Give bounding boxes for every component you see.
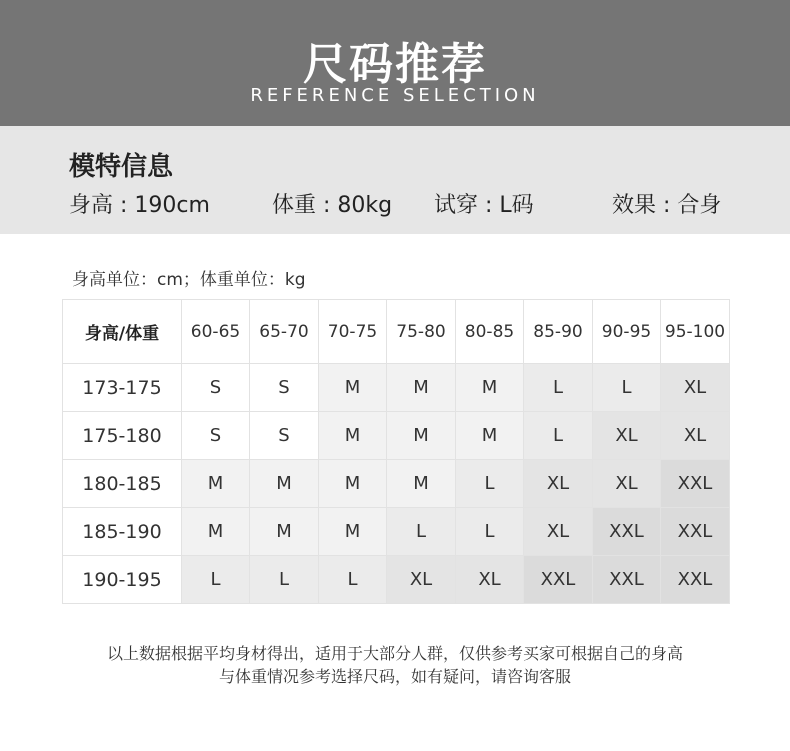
size-cell: XL [456, 556, 524, 604]
weight-header: 60-65 [182, 300, 250, 364]
page-title: 尺码推荐 [303, 39, 487, 90]
table-row [63, 556, 730, 604]
weight-header: 70-75 [319, 300, 387, 364]
disclaimer-line-2: 与体重情况参考选择尺码，如有疑问，请咨询客服 [218, 667, 571, 686]
size-cell: S [182, 412, 250, 460]
size-cell: M [182, 460, 250, 508]
weight-header: 95-100 [661, 300, 730, 364]
size-cell: L [250, 556, 319, 604]
size-cell: XL [524, 508, 593, 556]
disclaimer [0, 642, 790, 688]
model-fit-effect: 效果 : 合身 [612, 193, 722, 218]
height-header: 185-190 [63, 508, 182, 556]
size-cell: XL [661, 364, 730, 412]
size-cell: M [250, 460, 319, 508]
size-cell: M [319, 364, 387, 412]
size-cell: XXL [661, 556, 730, 604]
size-cell: L [387, 508, 456, 556]
size-cell: L [456, 508, 524, 556]
height-header: 173-175 [63, 364, 182, 412]
height-header: 190-195 [63, 556, 182, 604]
size-cell: M [456, 364, 524, 412]
table-row [63, 364, 730, 412]
size-cell: XXL [661, 460, 730, 508]
weight-header: 85-90 [524, 300, 593, 364]
table-row [63, 460, 730, 508]
model-info-title: 模特信息 [69, 152, 174, 182]
size-cell: M [456, 412, 524, 460]
disclaimer-line-1: 以上数据根据平均身材得出，适用于大部分人群，仅供参考买家可根据自己的身高 [106, 644, 683, 663]
size-cell: L [593, 364, 661, 412]
size-cell: XL [387, 556, 456, 604]
model-height: 身高 : 190cm [69, 193, 210, 218]
height-header: 175-180 [63, 412, 182, 460]
size-cell: XXL [593, 556, 661, 604]
size-cell: L [524, 412, 593, 460]
table-row [63, 508, 730, 556]
size-cell: XXL [524, 556, 593, 604]
table-corner-label: 身高/体重 [63, 300, 182, 364]
weight-header: 90-95 [593, 300, 661, 364]
size-cell: XXL [593, 508, 661, 556]
table-row [63, 412, 730, 460]
size-cell: XXL [661, 508, 730, 556]
size-cell: M [387, 460, 456, 508]
size-cell: S [182, 364, 250, 412]
size-cell: L [182, 556, 250, 604]
table-header-row [63, 300, 730, 364]
size-cell: XL [661, 412, 730, 460]
size-cell: L [456, 460, 524, 508]
size-cell: M [387, 412, 456, 460]
page-subtitle: REFERENCE SELECTION [250, 85, 540, 106]
page-header [0, 0, 790, 126]
size-cell: XL [524, 460, 593, 508]
model-tried-size: 试穿 : L码 [434, 193, 534, 218]
model-weight: 体重 : 80kg [272, 193, 393, 218]
model-info-panel [0, 126, 790, 234]
weight-header: 80-85 [456, 300, 524, 364]
size-cell: S [250, 364, 319, 412]
weight-header: 65-70 [250, 300, 319, 364]
height-header: 180-185 [63, 460, 182, 508]
size-chart-table [62, 299, 730, 604]
size-cell: XL [593, 460, 661, 508]
size-cell: M [182, 508, 250, 556]
size-cell: L [319, 556, 387, 604]
weight-header: 75-80 [387, 300, 456, 364]
size-cell: S [250, 412, 319, 460]
size-cell: M [319, 412, 387, 460]
size-cell: M [319, 508, 387, 556]
size-cell: XL [593, 412, 661, 460]
size-cell: M [387, 364, 456, 412]
size-cell: M [319, 460, 387, 508]
unit-note: 身高单位：cm；体重单位：kg [72, 270, 306, 290]
size-cell: M [250, 508, 319, 556]
size-cell: L [524, 364, 593, 412]
